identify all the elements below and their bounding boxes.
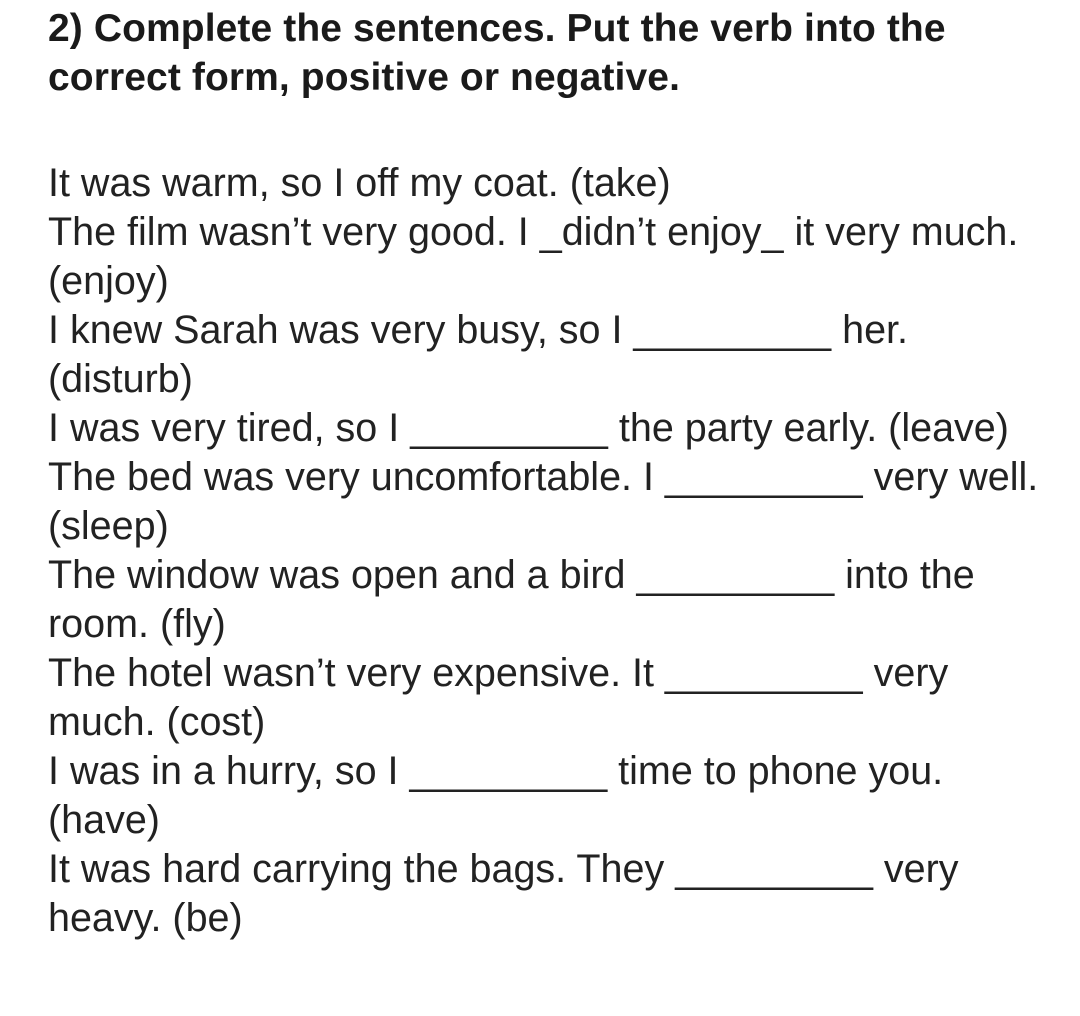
sentence-5: The bed was very uncomfortable. I _________ very well. (sleep)	[48, 455, 1039, 548]
sentence-1: It was warm, so I off my coat. (take)	[48, 161, 671, 205]
sentence-list	[48, 159, 1058, 943]
sentence-2: The film wasn’t very good. I _didn’t enjoy_ it very much. (enjoy)	[48, 210, 1019, 303]
sentence-6: The window was open and a bird _________ into the room. (fly)	[48, 553, 975, 646]
worksheet	[48, 0, 1058, 943]
exercise-title: 2) Complete the sentences. Put the verb into the correct form, positive or negative.	[48, 7, 946, 99]
sentence-3: I knew Sarah was very busy, so I _________ her. (disturb)	[48, 308, 908, 401]
sentence-7: The hotel wasn’t very expensive. It _________ very much. (cost)	[48, 651, 949, 744]
sentence-4: I was very tired, so I _________ the party early. (leave)	[48, 406, 1009, 450]
sentence-9: It was hard carrying the bags. They _________ very heavy. (be)	[48, 847, 959, 940]
sentence-8: I was in a hurry, so I _________ time to phone you. (have)	[48, 749, 944, 842]
